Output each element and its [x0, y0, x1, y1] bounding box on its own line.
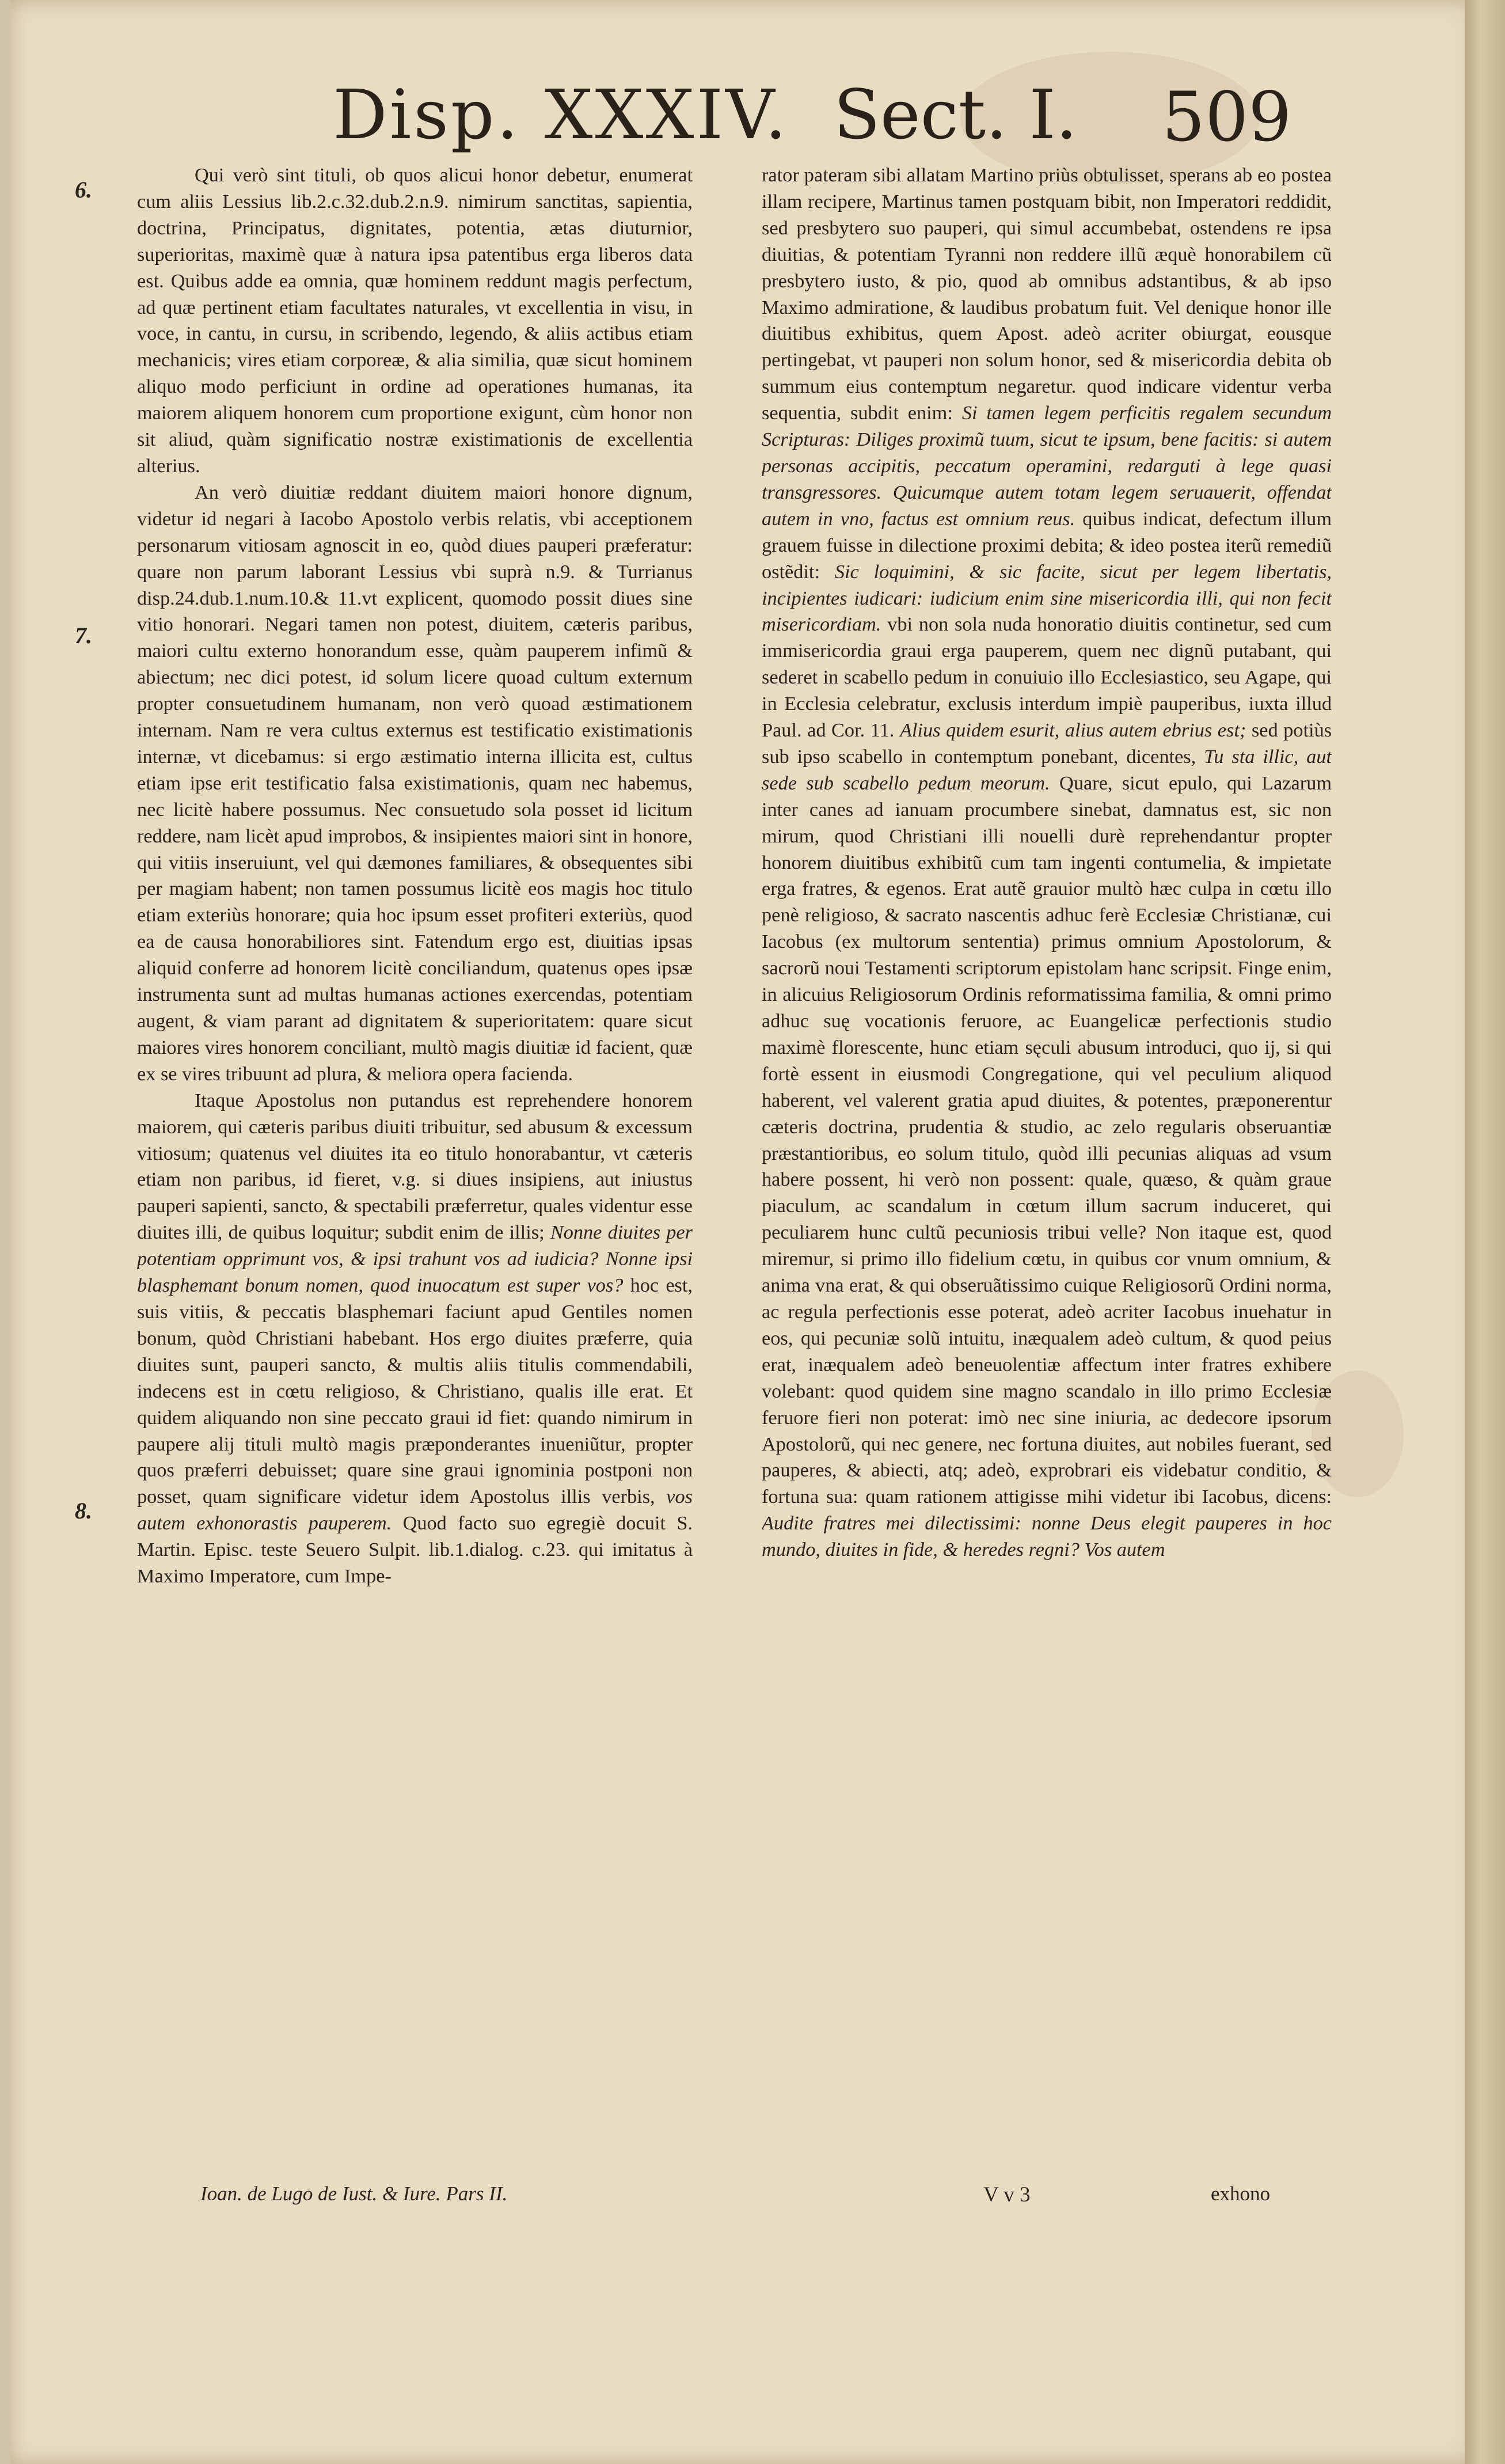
paragraph-continuation [762, 162, 1332, 1563]
paragraph-8-text: hoc est, suis vitiis, & peccatis blasphemari faciunt apud Gentiles nomen bonum, quòd Christiani habebant. Hos ergo diuites præferre, quia diuites sunt, pauperi sancto, & multis aliis titulis commendabili, indecens est in cœtu religioso, & Christiano, qualis ille erat. Et quidem aliquando non sine peccato graui id fiet: quando nimirum in paupere alij tituli multò magis præponderantes inueniũtur, propter quos præferri debuisset; quare sine graui ignominia postponi non posset, quam significare videtur idem Apostolus illis verbis, [137, 1274, 693, 1508]
paragraph-6: Qui verò sint tituli, ob quos alicui honor debetur, enumerat cum aliis Lessius lib.2.c.32.dub.2.n.9. nimirum sanctitas, sapientia, doctrina, Principatus, dignitates, potentia, ætas diuturnior, superioritas, maximè quæ à natura ipsa patentibus erga liberos data est. Quibus adde ea omnia, quæ hominem reddunt magis perfectum, ad quæ pertinent etiam facultates naturales, vt excellentia in visu, in voce, in cantu, in cursu, in scribendo, legendo, & aliis actibus etiam mechanicis; vires etiam corporeæ, & alia similia, quæ sicut hominem aliquo modo perficiunt in ordine ad operationes humanas, ita maiorem aliquem honorem cum proportione exigunt, cùm honor non sit aliud, quàm significatio nostræ existimationis de excellentia alterius. [137, 164, 693, 477]
paragraph-8-text: Quod facto suo egregiè docuit S. Martin. Episc. teste Seuero Sulpit. lib.1.dialog. c.23. qui imitatus à Maximo Imperatore, cum Impe- [137, 1512, 693, 1588]
scripture-quote: Sic loquimini, & sic facite, sicut per legem libertatis, incipientes iudicari: iudicium enim sine misericordia illi, qui non fecit misericordiam. [762, 560, 1332, 636]
book-signature: Ioan. de Lugo de Iust. & Iure. Pars II. [200, 2182, 508, 2205]
left-column [137, 162, 693, 2276]
right-column [762, 162, 1332, 2333]
page-number: 509 [1162, 77, 1292, 157]
margin-number-7: 7. [75, 622, 92, 648]
page-header [10, 75, 1484, 167]
paragraph-8 [137, 1088, 693, 1590]
margin-number-6: 6. [75, 177, 92, 203]
paragraph-8-text: Itaque Apostolus non putandus est reprehendere honorem maiorem, qui cæteris paribus diuiti tribuitur, sed abusum & excessum vitiosum; quatenus vel diuites ita eo titulo honorabantur, vt cæteris etiam non paribus, id fieret, v.g. si diues insipiens, aut iniustus pauperi sapienti, sancto, & spectabili præferretur, quales videntur esse diuites illi, de quibus loquitur; subdit enim de illis; [137, 1089, 693, 1244]
body-text: vbi non sola nuda honoratio diuitis continetur, sed cum immisericordia graui erga pauperem, quem nec dignũ putabant, qui sederet in scabello pedum in conuiuio illo Ecclesiastico, seu Agape, qui in Ecclesia celebratur, exclusis interdum impiè pauperibus, iuxta illud Paul. ad Cor. 11. [762, 613, 1332, 742]
page-edge [1465, 0, 1505, 2464]
body-text: sed potiùs sub ipso scabello in contemptum ponebant, dicentes, [762, 719, 1332, 768]
scripture-quote: Vos autem [1084, 1539, 1165, 1561]
running-head-section: Sect. I. [834, 75, 1078, 154]
scripture-quote: Si tamen legem perficitis regalem secundum Scripturas: Diliges proximũ tuum, sicut te ipsum, bene facitis: si autem personas accipitis, peccatum operamini, redarguti à lege quasi transgressores. Quicumque autem totam legem seruauerit, offendat autem in vno, factus est omnium reus. [762, 402, 1332, 530]
running-head-disputation: Disp. XXXIV. [333, 75, 789, 154]
signature-mark: V v 3 [983, 2183, 1031, 2207]
body-text: quibus indicat, defectum illum grauem fuisse in dilectione proximi debita; & ideo postea iterũ remediũ ostẽdit: [762, 507, 1332, 583]
scripture-quote: Audite fratres mei dilectissimi: nonne Deus elegit pauperes in hoc mundo, diuites in fide, & heredes regni? [762, 1512, 1332, 1561]
catchword: exhono [1211, 2182, 1271, 2205]
body-text: rator pateram sibi allatam Martino priùs obtulisset, sperans ab eo postea illam recipere, Martinus tamen postquam bibit, non Imperatori reddidit, sed presbytero suo pauperi, qui simul accumbebat, ostendens re ipsa diuitias, & potentiam Tyranni non reddere illũ æquè honorabilem cũ presbytero iusto, & pio, quod ab omnibus adstantibus, & ab ipso Maximo admiratione, & laudibus probatum fuit. Vel denique honor ille diuitibus exhibitus, quem Apost. adeò acriter obiurgat, eousque pertingebat, vt pauperi non solum honor, sed & misericordia debita ob summum eius contemptum negaretur. quod indicare videntur verba sequentia, subdit enim: [762, 164, 1332, 424]
book-page [10, 0, 1484, 2464]
body-text: Quare, sicut epulo, qui Lazarum inter canes ad ianuam procumbere sinebat, damnatus est, sic non mirum, quod Christiani illi nouelli durè reprehendantur propter honorem diuitibus exhibitũ cum tam ingenti contumelia, & impietate erga fratres, & egenos. Erat autẽ grauior multò hæc culpa in cœtu illo penè religioso, & sacrato nascentis adhuc ferè Ecclesiæ Christianæ, cui Iacobus (ex multorum sententia) primus omnium Apostolorum, & sacrorũ noui Testamenti scriptorum epistolam hanc scripsit. Finge enim, in alicuius Religiosorum Ordinis reformatissima familia, & omni primo adhuc suę vocationis feruore, ac Euangelicæ perfectionis studio maximè florescente, hunc etiam sęculi abusum introduci, quo ij, si qui fortè essent in eiusmodi Congregatione, qui vel peculium aliquod haberent, vel valerent gratia apud diuites, & potentes, præponerentur cæteris doctrina, prudentia & studio, ac zelo regularis obseruantiæ præstantioribus, eo solum titulo, quòd illi pecunias aliquas ad vsum habere possent, hi verò non possent: quale, quæso, & quàm graue piaculum, ac scandalum in cœtum illum sacrum induceret, qui peculiarem hunc cultũ pecuniosis tribui velle? Non itaque est, quod miremur, si primo illo fidelium cœtu, in quibus cor vnum omnium, & anima vna erat, & qui obseruãtissimo cuique Religiosorũ Ordini norma, ac regula perfectionis esse poterat, adeò acriter Iacobus inuehatur in eos, qui pecuniæ solũ intuitu, inæqualem adeò cultum, & quod peius erat, inæqualem adeò beneuolentiæ affectum inter fratres exhibere volebant: quod quidem sine magno scandalo in illo primo Ecclesiæ feruore fieri non poterat: imò nec sine iniuria, ac dedecore ipsorum Apostolorũ, qui nec genere, nec fortuna diuites, aut nobiles fuerant, sed pauperes, & abiecti, atq; adeò, exprobrari eis videbatur conditio, & fortuna sua: quam rationem attigisse mihi videtur ibi Iacobus, dicens: [762, 772, 1332, 1508]
margin-number-8: 8. [75, 1498, 92, 1524]
scripture-quote: Alius quidem esurit, alius autem ebrius est; [899, 719, 1246, 742]
scripture-quote: vos autem exhonorastis pauperem. [137, 1486, 693, 1535]
scripture-quote: Nonne diuites per potentiam opprimunt vos, & ipsi trahunt vos ad iudicia? Nonne ipsi blasphemant bonum nomen, quod inuocatum est super vos? [137, 1221, 693, 1297]
paragraph-7: An verò diuitiæ reddant diuitem maiori honore dignum, videtur id negari à Iacobo Apostolo verbis relatis, vbi acceptionem personarum vitiosam agnoscit in eo, quòd diues pauperi præferatur: quare non parum laborant Lessius vbi suprà n.9. & Turrianus disp.24.dub.1.num.10.& 11.vt explicent, quomodo possit diues sine vitio honorari. Negari tamen non potest, diuitem, cæteris paribus, maiori cultu externo honorandum esse, quàm pauperem infimũ & abiectum; nec dici potest, id solum licere quoad cultum externum propter consuetudinem humanam, non verò quoad æstimationem internam. Nam re vera cultus externus est testificatio existimationis internæ, vt dicebamus: si ergo æstimatio interna illicita est, cultus etiam ipse erit testificatio falsa existimationis, quam nec habemus, nec licitè habere possumus. Nec consuetudo sola posset id licitum reddere, nam licèt apud improbos, & insipientes maiori sint in honore, qui vitiis inseruiunt, vel qui dæmones familiares, & obsequentes sibi per magiam habent; non tamen possumus licitè eos magis hoc titulo etiam exteriùs honorare; quia hoc ipsum esset profiteri exteriùs, quod ea de causa honorabiliores sint. Fatendum ergo est, diuitias ipsas aliquid conferre ad honorem licitè conciliandum, quatenus opes ipsæ instrumenta sunt ad multas humanas actiones exercendas, potentiam augent, & viam parant ad dignitatem & superioritatem: quare sicut maiores vires honorem conciliant, multò magis diuitiæ id facient, quæ ex se vires tribuunt ad plura, & meliora opera facienda. [137, 481, 693, 1085]
scripture-quote: Tu sta illic, aut sede sub scabello pedum meorum. [762, 745, 1332, 794]
